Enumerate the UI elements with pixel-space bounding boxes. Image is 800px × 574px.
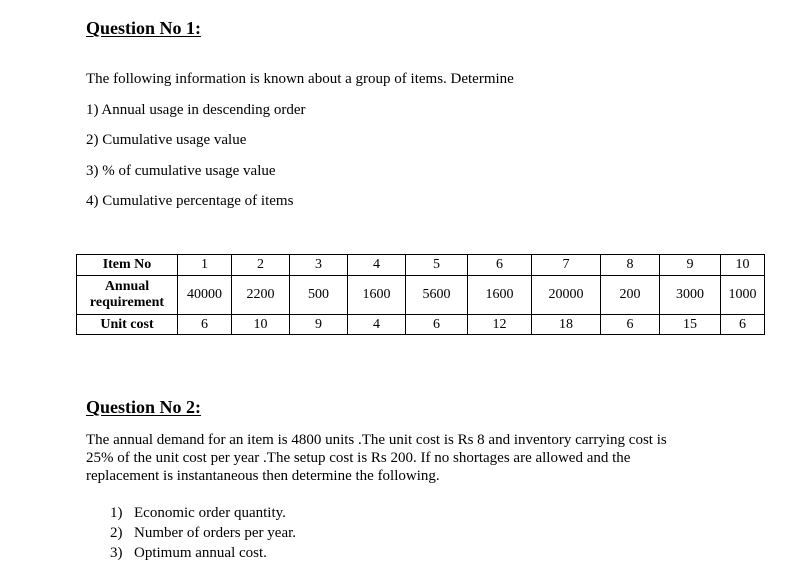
table-cell: 40000 — [178, 276, 232, 315]
table-cell: 20000 — [532, 276, 601, 315]
table-cell: 6 — [721, 315, 765, 335]
q2-paragraph-line: 25% of the unit cost per year .The setup cost is Rs 200. If no shortages are allowed and the — [86, 450, 631, 466]
table-cell: 1600 — [468, 276, 532, 315]
table-cell: 5 — [406, 255, 468, 276]
item-data-table — [76, 254, 765, 335]
table-cell: 1600 — [348, 276, 406, 315]
q1-task-1: 1) Annual usage in descending order — [86, 102, 306, 118]
row-label: Annual requirement — [77, 276, 178, 315]
table-row-item-no — [77, 255, 765, 276]
q1-heading: Question No 1: — [86, 18, 202, 38]
table-cell: 15 — [660, 315, 721, 335]
table-cell: 10 — [232, 315, 290, 335]
list-item: 2) Number of orders per year. — [110, 525, 297, 541]
q2-paragraph-line: The annual demand for an item is 4800 units .The unit cost is Rs 8 and inventory carrying cost is — [86, 432, 667, 448]
table-cell: 10 — [721, 255, 765, 276]
table-cell: 4 — [348, 315, 406, 335]
table-cell: 4 — [348, 255, 406, 276]
table-cell: 18 — [532, 315, 601, 335]
q1-task-4: 4) Cumulative percentage of items — [86, 193, 294, 209]
q1-task-3: 3) % of cumulative usage value — [86, 163, 276, 179]
table-cell: 200 — [601, 276, 660, 315]
table-cell: 6 — [601, 315, 660, 335]
table-cell: 1000 — [721, 276, 765, 315]
table-cell: 3000 — [660, 276, 721, 315]
table-row-annual-requirement — [77, 276, 765, 315]
row-label: Item No — [77, 255, 178, 276]
table-cell: 6 — [468, 255, 532, 276]
table-cell: 2200 — [232, 276, 290, 315]
q1-intro: The following information is known about a group of items. Determine — [86, 71, 514, 87]
q2-task-list — [110, 503, 296, 563]
table-cell: 5600 — [406, 276, 468, 315]
q2-paragraph-line: replacement is instantaneous then determine the following. — [86, 468, 440, 484]
table-cell: 500 — [290, 276, 348, 315]
table-cell: 8 — [601, 255, 660, 276]
table-cell: 7 — [532, 255, 601, 276]
q2-heading: Question No 2: — [86, 397, 202, 417]
table-cell: 6 — [406, 315, 468, 335]
table-cell: 12 — [468, 315, 532, 335]
row-label: Unit cost — [77, 315, 178, 335]
table-cell: 9 — [290, 315, 348, 335]
list-item: 3) Optimum annual cost. — [110, 545, 267, 561]
table-cell: 2 — [232, 255, 290, 276]
table-cell: 1 — [178, 255, 232, 276]
q1-task-2: 2) Cumulative usage value — [86, 132, 247, 148]
q2-paragraph — [86, 431, 726, 485]
list-item: 1) Economic order quantity. — [110, 505, 286, 521]
table-cell: 9 — [660, 255, 721, 276]
table-cell: 3 — [290, 255, 348, 276]
table-row-unit-cost — [77, 315, 765, 335]
table-cell: 6 — [178, 315, 232, 335]
